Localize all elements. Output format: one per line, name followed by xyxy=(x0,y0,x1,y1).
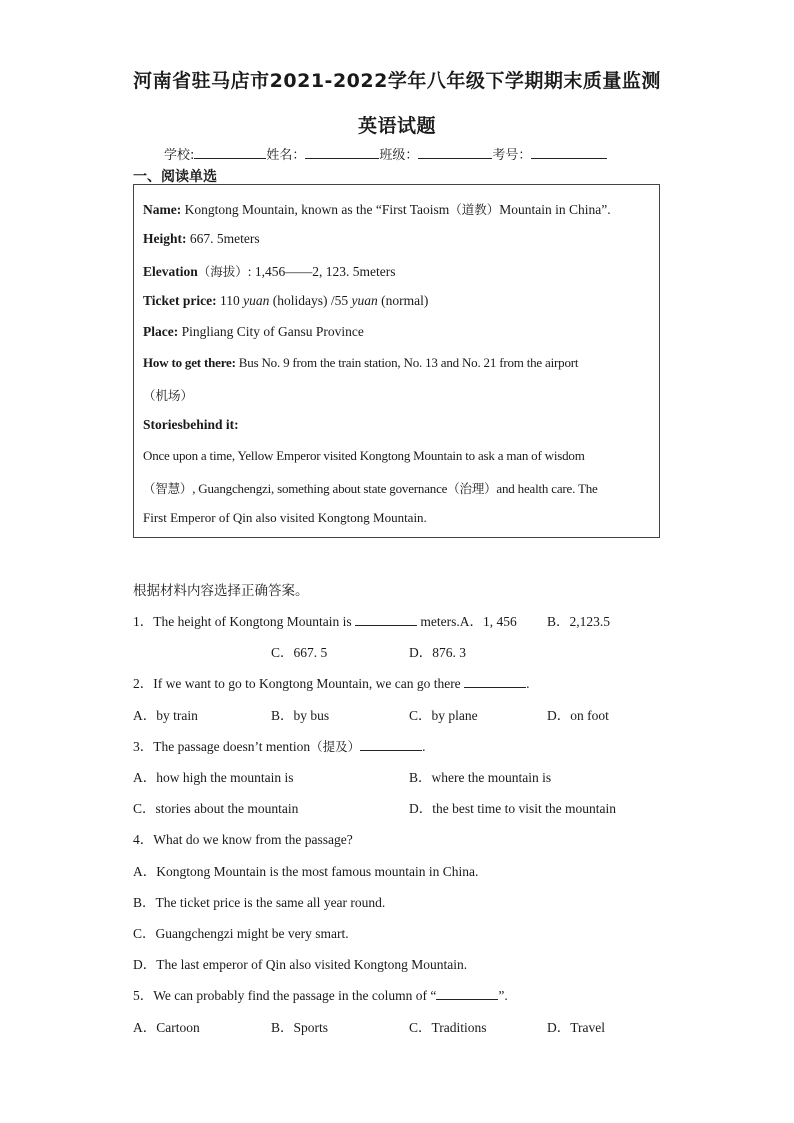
q2-option-c[interactable]: C．by plane xyxy=(409,708,478,723)
passage-stories-label xyxy=(143,417,239,433)
page-title: 河南省驻马店市2021-2022学年八年级下学期期末质量监测 xyxy=(133,70,661,92)
passage-place-line xyxy=(143,324,364,340)
q4-option-c[interactable]: C．Guangchengzi might be very smart. xyxy=(133,926,349,941)
exam-no-label: 考号： xyxy=(492,148,532,163)
passage-howto-line xyxy=(143,355,578,371)
story-line-1: Once upon a time, Yellow Emperor visited Kongtong Mountain to ask a man of wisdom xyxy=(143,448,585,463)
place-value: Pingliang City of Gansu Province xyxy=(178,324,364,339)
howto-value: Bus No. 9 from the train station, No. 13 and No. 21 from the airport xyxy=(235,355,579,370)
q1-option-d[interactable]: D．876. 3 xyxy=(409,645,466,660)
q3-option-d[interactable]: D．the best time to visit the mountain xyxy=(409,801,616,816)
q2-stem: 2．If we want to go to Kongtong Mountain, we can go there xyxy=(133,676,465,691)
q1-option-b[interactable]: B．2,123.5 xyxy=(547,614,611,629)
name-text: Kongtong Mountain, known as the “First Taoism xyxy=(181,202,450,217)
q4-option-b[interactable]: B．The ticket price is the same all year round. xyxy=(133,895,386,910)
q1-stem: 1．The height of Kongtong Mountain is xyxy=(133,614,355,629)
name-label: Name: xyxy=(143,202,182,217)
story-text-b: and health care. The xyxy=(496,481,598,496)
exam-no-blank[interactable] xyxy=(531,145,607,159)
passage-box xyxy=(133,184,660,538)
q3-stem: 3．The passage doesn’t mention xyxy=(133,739,311,754)
q3-option-a[interactable]: A．how high the mountain is xyxy=(133,770,294,785)
story-line-3: First Emperor of Qin also visited Kongtong Mountain. xyxy=(143,510,427,525)
q5-option-d[interactable]: D．Travel xyxy=(547,1020,606,1035)
name-label: 姓名： xyxy=(266,148,306,163)
ticket-unit-1: yuan xyxy=(243,293,270,308)
q5-stem-end: ”. xyxy=(498,988,508,1003)
name-blank[interactable] xyxy=(305,145,379,159)
page-subtitle: 英语试题 xyxy=(357,115,436,137)
q1-blank xyxy=(355,613,417,626)
school-blank[interactable] xyxy=(194,145,266,159)
elevation-label: Elevation xyxy=(143,264,198,279)
class-blank[interactable] xyxy=(418,145,492,159)
question-5 xyxy=(133,984,508,1004)
passage-name-line xyxy=(143,200,611,218)
question-4: 4．What do we know from the passage? xyxy=(133,832,353,847)
ticket-unit-2: yuan xyxy=(351,293,378,308)
ticket-note: (normal) xyxy=(377,293,429,308)
q3-stem-cn: （提及） xyxy=(310,739,361,754)
q1-stem-end: meters. xyxy=(416,614,460,629)
instruction: 根据材料内容选择正确答案。 xyxy=(133,583,309,599)
q3-period: . xyxy=(422,739,426,754)
story-text-a: , Guangchengzi, something about state governance xyxy=(192,481,448,496)
howto-label: How to get there: xyxy=(143,355,236,370)
q5-stem: 5．We can probably find the passage in the column of “ xyxy=(133,988,437,1003)
story-cn-1: （智慧） xyxy=(143,481,193,496)
passage-ticket-line xyxy=(143,293,428,309)
passage-howto-cn: （机场） xyxy=(143,388,194,403)
q2-blank xyxy=(464,675,526,688)
q3-option-c[interactable]: C．stories about the mountain xyxy=(133,801,299,816)
section-heading: 一、阅读单选 xyxy=(133,169,217,185)
question-2 xyxy=(133,672,529,692)
name-text-cn: （道教） xyxy=(449,202,500,217)
q4-option-d[interactable]: D．The last emperor of Qin also visited Kongtong Mountain. xyxy=(133,957,468,972)
student-info xyxy=(164,144,607,163)
question-1 xyxy=(133,610,517,630)
school-label: 学校: xyxy=(164,148,195,163)
ticket-label: Ticket price: xyxy=(143,293,217,308)
q1-option-a[interactable]: A．1, 456 xyxy=(459,614,517,629)
ticket-price-1: 110 xyxy=(216,293,244,308)
class-label: 班级： xyxy=(379,148,419,163)
q5-option-c[interactable]: C．Traditions xyxy=(409,1020,487,1035)
ticket-price-2: (holidays) /55 xyxy=(269,293,352,308)
elevation-cn: （海拔） xyxy=(197,264,248,279)
place-label: Place: xyxy=(143,324,179,339)
q5-option-b[interactable]: B．Sports xyxy=(271,1020,329,1035)
q3-blank xyxy=(360,738,422,751)
passage-height-line xyxy=(143,231,260,247)
story-cn-2: （治理） xyxy=(447,481,497,496)
passage-elevation-line xyxy=(143,262,396,280)
elevation-value: : 1,456——2, 123. 5meters xyxy=(247,264,396,279)
height-value: 667. 5meters xyxy=(186,231,260,246)
stories-label: Storiesbehind it: xyxy=(143,417,239,432)
story-line-2 xyxy=(143,479,598,497)
q2-option-a[interactable]: A．by train xyxy=(133,708,198,723)
name-text-end: Mountain in China”. xyxy=(499,202,611,217)
q2-period: . xyxy=(526,676,530,691)
q5-option-a[interactable]: A．Cartoon xyxy=(133,1020,200,1035)
q5-blank xyxy=(436,987,498,1000)
q2-option-b[interactable]: B．by bus xyxy=(271,708,330,723)
q2-option-d[interactable]: D．on foot xyxy=(547,708,609,723)
q4-option-a[interactable]: A．Kongtong Mountain is the most famous mountain in China. xyxy=(133,864,479,879)
question-3 xyxy=(133,735,425,755)
q3-option-b[interactable]: B．where the mountain is xyxy=(409,770,552,785)
q1-option-c[interactable]: C．667. 5 xyxy=(271,645,328,660)
height-label: Height: xyxy=(143,231,187,246)
